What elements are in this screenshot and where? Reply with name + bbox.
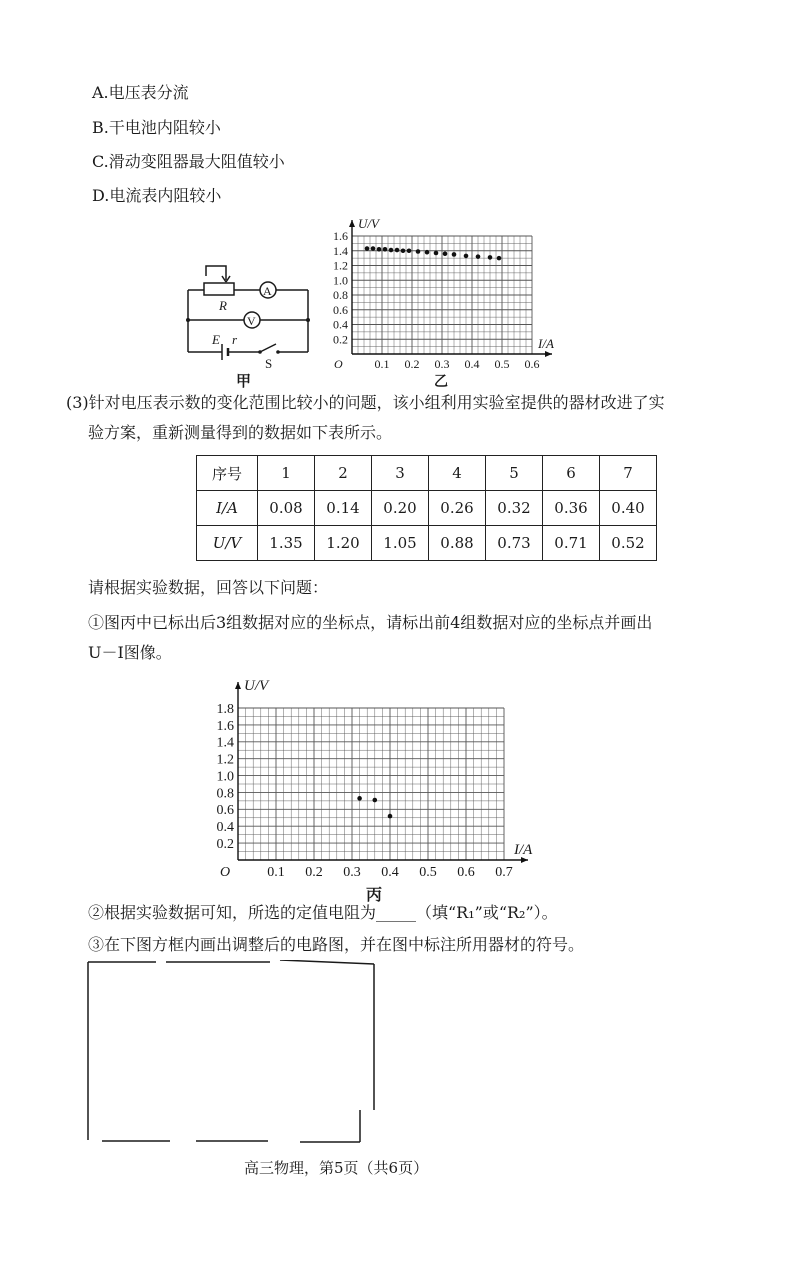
option-b: B.干电池内阻较小 bbox=[92, 118, 221, 137]
data-point bbox=[464, 254, 469, 259]
question-3: ③在下图方框内画出调整后的电路图，并在图中标注所用器材的符号。 bbox=[88, 935, 585, 954]
chart-caption: 乙 bbox=[434, 375, 448, 390]
data-point bbox=[389, 248, 394, 253]
data-point bbox=[401, 248, 406, 253]
origin-label: O bbox=[334, 357, 343, 371]
y-tick-label: 0.6 bbox=[333, 302, 348, 317]
x-tick-label: 0.1 bbox=[267, 865, 285, 880]
label-ammeter: A bbox=[263, 284, 272, 298]
table-cell: 0.52 bbox=[600, 526, 657, 561]
table-cell: 0.73 bbox=[486, 526, 543, 561]
data-point bbox=[388, 814, 393, 819]
label-voltmeter: V bbox=[247, 314, 256, 328]
switch-icon bbox=[260, 344, 276, 352]
circuit-diagram-jia bbox=[180, 260, 320, 390]
data-point bbox=[497, 256, 502, 261]
x-tick-label: 0.3 bbox=[343, 865, 361, 880]
table-cell: 1.35 bbox=[258, 526, 315, 561]
x-tick-label: 0.6 bbox=[524, 357, 540, 371]
table-cell: 0.71 bbox=[543, 526, 600, 561]
y-tick-label: 1.2 bbox=[216, 752, 234, 768]
questions-intro: 请根据实验数据，回答以下问题： bbox=[88, 578, 329, 597]
x-tick-label: 0.7 bbox=[495, 865, 513, 880]
y-axis-label: U/V bbox=[358, 216, 379, 231]
table-cell: 1.05 bbox=[372, 526, 429, 561]
table-cell: 0.88 bbox=[429, 526, 486, 561]
label-switch: S bbox=[265, 356, 273, 371]
x-tick-label: 0.4 bbox=[464, 357, 480, 371]
table-col: 7 bbox=[600, 456, 657, 491]
x-tick-label: 0.3 bbox=[434, 357, 450, 371]
y-tick-label: 0.4 bbox=[216, 820, 234, 836]
data-point bbox=[434, 251, 439, 256]
data-point bbox=[395, 248, 400, 253]
table-row-voltage bbox=[197, 526, 657, 561]
y-axis-arrow-icon bbox=[349, 220, 355, 227]
x-tick-label: 0.5 bbox=[494, 357, 510, 371]
chart-bing bbox=[190, 672, 570, 904]
option-c: C.滑动变阻器最大阻值较小 bbox=[92, 152, 285, 171]
data-point bbox=[443, 251, 448, 256]
data-point bbox=[371, 246, 376, 251]
rheostat-icon bbox=[204, 283, 234, 295]
data-point bbox=[425, 250, 430, 255]
row-label-current: I/A bbox=[197, 491, 258, 526]
question-1-line2: U－I图像。 bbox=[88, 643, 172, 662]
data-point bbox=[407, 248, 412, 253]
data-point bbox=[452, 252, 457, 257]
table-cell: 0.32 bbox=[486, 491, 543, 526]
option-d: D.电流表内阻较小 bbox=[92, 186, 222, 205]
y-tick-label: 1.2 bbox=[333, 258, 348, 273]
answer-drawing-box[interactable] bbox=[86, 960, 376, 1143]
question-2: ②根据实验数据可知，所选的定值电阻为_____（填“R₁”或“R₂”）。 bbox=[88, 903, 558, 922]
table-col: 1 bbox=[258, 456, 315, 491]
y-axis-label: U/V bbox=[244, 678, 269, 694]
y-tick-label: 1.8 bbox=[216, 701, 234, 717]
y-tick-label: 0.6 bbox=[216, 803, 234, 819]
table-cell: 0.36 bbox=[543, 491, 600, 526]
y-tick-label: 1.0 bbox=[216, 769, 234, 785]
y-axis-arrow-icon bbox=[235, 682, 241, 689]
chart-yi bbox=[320, 210, 580, 390]
table-header-label: 序号 bbox=[197, 456, 258, 491]
y-tick-label: 1.4 bbox=[333, 243, 348, 258]
label-internal-r: r bbox=[232, 332, 238, 347]
table-cell: 0.40 bbox=[600, 491, 657, 526]
question-1-line1: ①图丙中已标出后3组数据对应的坐标点，请标出前4组数据对应的坐标点并画出 bbox=[88, 613, 653, 632]
data-table bbox=[196, 455, 657, 561]
label-emf: E bbox=[212, 332, 220, 347]
y-tick-label: 1.0 bbox=[333, 273, 348, 288]
part3-line1: (3)针对电压表示数的变化范围比较小的问题，该小组利用实验室提供的器材改进了实 bbox=[66, 393, 665, 412]
y-tick-label: 0.8 bbox=[333, 288, 348, 303]
y-tick-label: 1.6 bbox=[216, 718, 234, 734]
table-cell: 0.26 bbox=[429, 491, 486, 526]
page-footer: 高三物理，第5页（共6页） bbox=[244, 1159, 429, 1177]
x-tick-label: 0.6 bbox=[457, 865, 475, 880]
label-r-rheostat: R bbox=[219, 298, 227, 313]
data-point bbox=[357, 796, 362, 801]
table-col: 4 bbox=[429, 456, 486, 491]
x-axis-arrow-icon bbox=[545, 351, 552, 357]
table-row-current bbox=[197, 491, 657, 526]
table-cell: 0.20 bbox=[372, 491, 429, 526]
chart-caption: 丙 bbox=[366, 887, 383, 904]
data-point bbox=[416, 249, 421, 254]
y-tick-label: 0.8 bbox=[216, 786, 234, 802]
table-header-row bbox=[197, 456, 657, 491]
table-cell: 0.08 bbox=[258, 491, 315, 526]
data-point bbox=[373, 798, 378, 803]
y-tick-label: 0.2 bbox=[216, 837, 234, 853]
part3-line2: 验方案，重新测量得到的数据如下表所示。 bbox=[88, 423, 393, 442]
data-point bbox=[377, 247, 382, 252]
table-cell: 0.14 bbox=[315, 491, 372, 526]
option-a: A.电压表分流 bbox=[92, 83, 189, 102]
x-tick-label: 0.1 bbox=[374, 357, 390, 371]
row-label-voltage: U/V bbox=[197, 526, 258, 561]
y-tick-label: 0.4 bbox=[333, 317, 348, 332]
data-point bbox=[488, 255, 493, 260]
x-axis-label: I/A bbox=[538, 336, 554, 351]
data-point bbox=[476, 254, 481, 259]
x-tick-label: 0.5 bbox=[419, 865, 437, 880]
x-tick-label: 0.2 bbox=[305, 865, 323, 880]
table-col: 3 bbox=[372, 456, 429, 491]
y-tick-label: 0.2 bbox=[333, 332, 348, 347]
table-col: 5 bbox=[486, 456, 543, 491]
origin-label: O bbox=[220, 865, 231, 880]
y-tick-label: 1.4 bbox=[216, 735, 234, 751]
y-tick-label: 1.6 bbox=[333, 229, 348, 244]
x-tick-label: 0.4 bbox=[381, 865, 399, 880]
x-tick-label: 0.2 bbox=[404, 357, 420, 371]
x-axis-label: I/A bbox=[514, 842, 533, 858]
caption-jia: 甲 bbox=[236, 374, 252, 390]
table-col: 2 bbox=[315, 456, 372, 491]
data-point bbox=[365, 246, 370, 251]
table-cell: 1.20 bbox=[315, 526, 372, 561]
data-point bbox=[383, 247, 388, 252]
table-col: 6 bbox=[543, 456, 600, 491]
